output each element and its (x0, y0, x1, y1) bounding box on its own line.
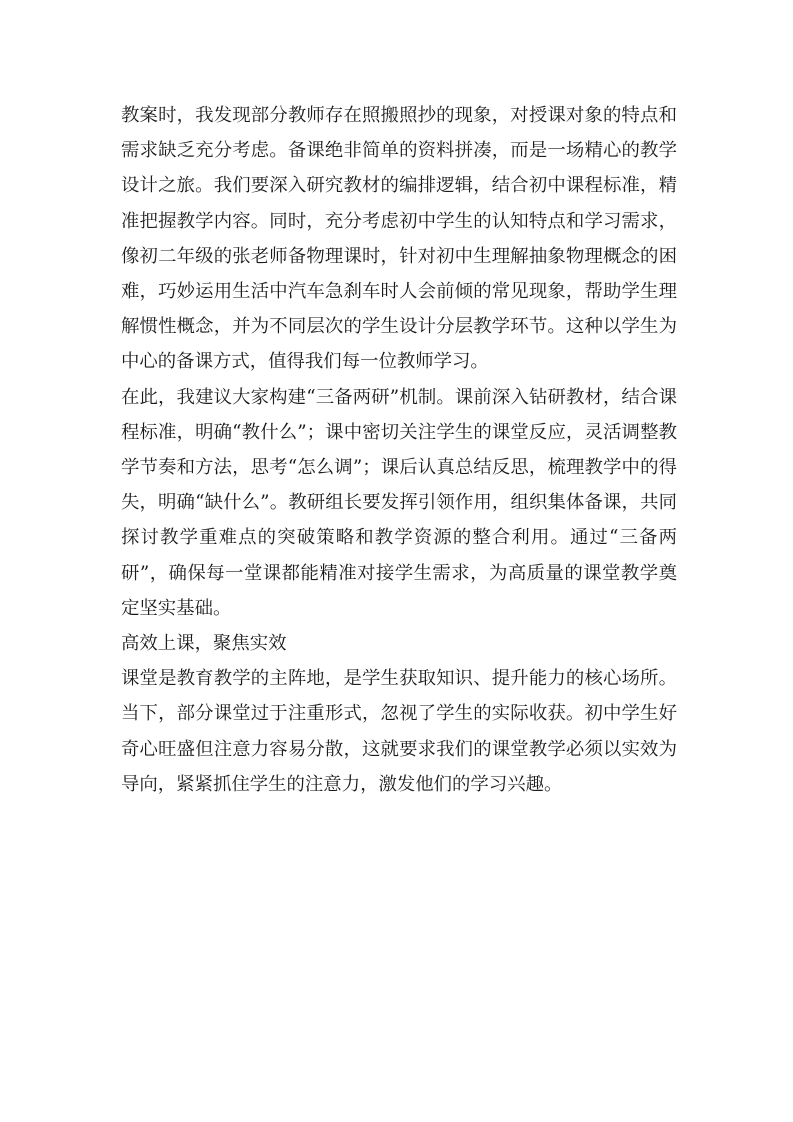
paragraph-classroom-efficiency: 课堂是教育教学的主阵地，是学生获取知识、提升能力的核心场所。当下，部分课堂过于注重形式，忽视了学生的实际收获。初中学生好奇心旺盛但注意力容易分散，这就要求我们的课堂教学必须以实效为导向，紧紧抓住学生的注意力，激发他们的学习兴趣。 (121, 668, 677, 795)
section-heading: 高效上课，聚焦实效 (121, 633, 287, 655)
paragraph-three-prep-two-research: 在此，我建议大家构建“三备两研”机制。课前深入钻研教材，结合课程标准，明确“教什么”；课中密切关注学生的课堂反应，灵活调整教学节奏和方法，思考“怎么调”；课后认真总结反思，梳理教学中的得失，明确“缺什么”。教研组长要发挥引领作用，组织集体备课，共同探讨教学重难点的突破策略和教学资源的整合利用。通过“三备两研”，确保每一堂课都能精准对接学生需求，为高质量的课堂教学奠定坚实基础。 (121, 386, 677, 619)
paragraph-lesson-prep: 教案时，我发现部分教师存在照搬照抄的现象，对授课对象的特点和需求缺乏充分考虑。备课绝非简单的资料拼凑，而是一场精心的教学设计之旅。我们要深入研究教材的编排逻辑，结合初中课程标准，精准把握教学内容。同时，充分考虑初中学生的认知特点和学习需求，像初二年级的张老师备物理课时，针对初中生理解抽象物理概念的困难，巧妙运用生活中汽车急刹车时人会前倾的常见现象，帮助学生理解惯性概念，并为不同层次的学生设计分层教学环节。这种以学生为中心的备课方式，值得我们每一位教师学习。 (121, 105, 677, 373)
document-body (121, 98, 677, 802)
